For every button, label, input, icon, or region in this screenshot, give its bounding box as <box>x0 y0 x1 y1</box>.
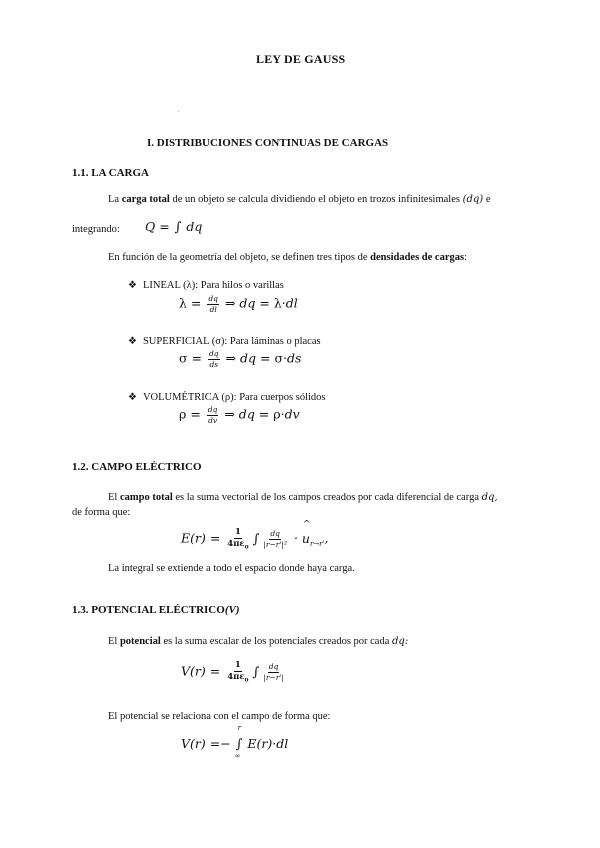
equation-campo: E(r) = $\frac{1}{4\pi\varepsilon_o}$ ∫ $\frac{dq}{\text{|r−r'|²}}$ · u ^ $_{r\to r'}$, <box>181 519 329 551</box>
speck <box>178 111 179 112</box>
paragraph-potencial: El potencial es la suma escalar de los potenciales creados por cada dq: <box>108 636 409 647</box>
section-heading-1: I. DISTRIBUCIONES CONTINUAS DE CARGAS <box>147 137 389 149</box>
paragraph-densidades: En función de la geometría del objeto, se definen tres tipos de densidades de cargas: <box>108 252 467 263</box>
equation-volumetrica: ρ = $\frac{dq}{dv}$ ⇒ dq = ρ·dv <box>179 405 300 425</box>
paragraph-relacion-campo: El potencial se relaciona con el campo de forma que: <box>108 711 331 722</box>
heading-campo-electrico: 1.2. CAMPO ELÉCTRICO <box>72 461 202 473</box>
heading-la-carga: 1.1. LA CARGA <box>72 167 150 179</box>
equation-potencial-campo: V(r) =− ∫ r ∞ E(r)·dl <box>181 724 289 760</box>
integrando-label: integrando: <box>72 224 120 235</box>
paragraph-integral-extiende: La integral se extiende a todo el espacio donde haya carga. <box>108 563 355 574</box>
diamond-bullet-icon: ❖ <box>128 336 137 347</box>
heading-potencial-electrico: 1.3. POTENCIAL ELÉCTRICO(V) <box>72 604 240 616</box>
paragraph-carga-total: La carga total de un objeto se calcula dividiendo el objeto en trozos infinitesimales (dq) e <box>108 194 491 205</box>
diamond-bullet-icon: ❖ <box>128 280 137 291</box>
paragraph-de-forma-que: de forma que: <box>72 507 131 518</box>
equation-q-integral: Q = ∫ dq <box>145 219 203 235</box>
bullet-lineal: ❖ LINEAL (λ): Para hilos o varillas <box>128 280 284 291</box>
document-title: LEY DE GAUSS <box>256 52 346 66</box>
equation-lineal: λ = $\frac{dq}{dl}$ ⇒ dq = λ·dl <box>179 294 298 314</box>
equation-superficial: σ = $\frac{dq}{ds}$ ⇒ dq = σ·ds <box>179 349 302 369</box>
diamond-bullet-icon: ❖ <box>128 392 137 403</box>
bullet-volumetrica: ❖ VOLUMÉTRICA (ρ): Para cuerpos sólidos <box>128 392 326 403</box>
equation-potencial: V(r) = $\frac{1}{4\pi\varepsilon_o}$ ∫ $\frac{dq}{|r-r'|}$ <box>181 660 284 684</box>
paragraph-campo-total: El campo total es la suma vectorial de los campos creados por cada diferencial de carga dq, <box>108 492 498 503</box>
bullet-superficial: ❖ SUPERFICIAL (σ): Para láminas o placas <box>128 336 321 347</box>
